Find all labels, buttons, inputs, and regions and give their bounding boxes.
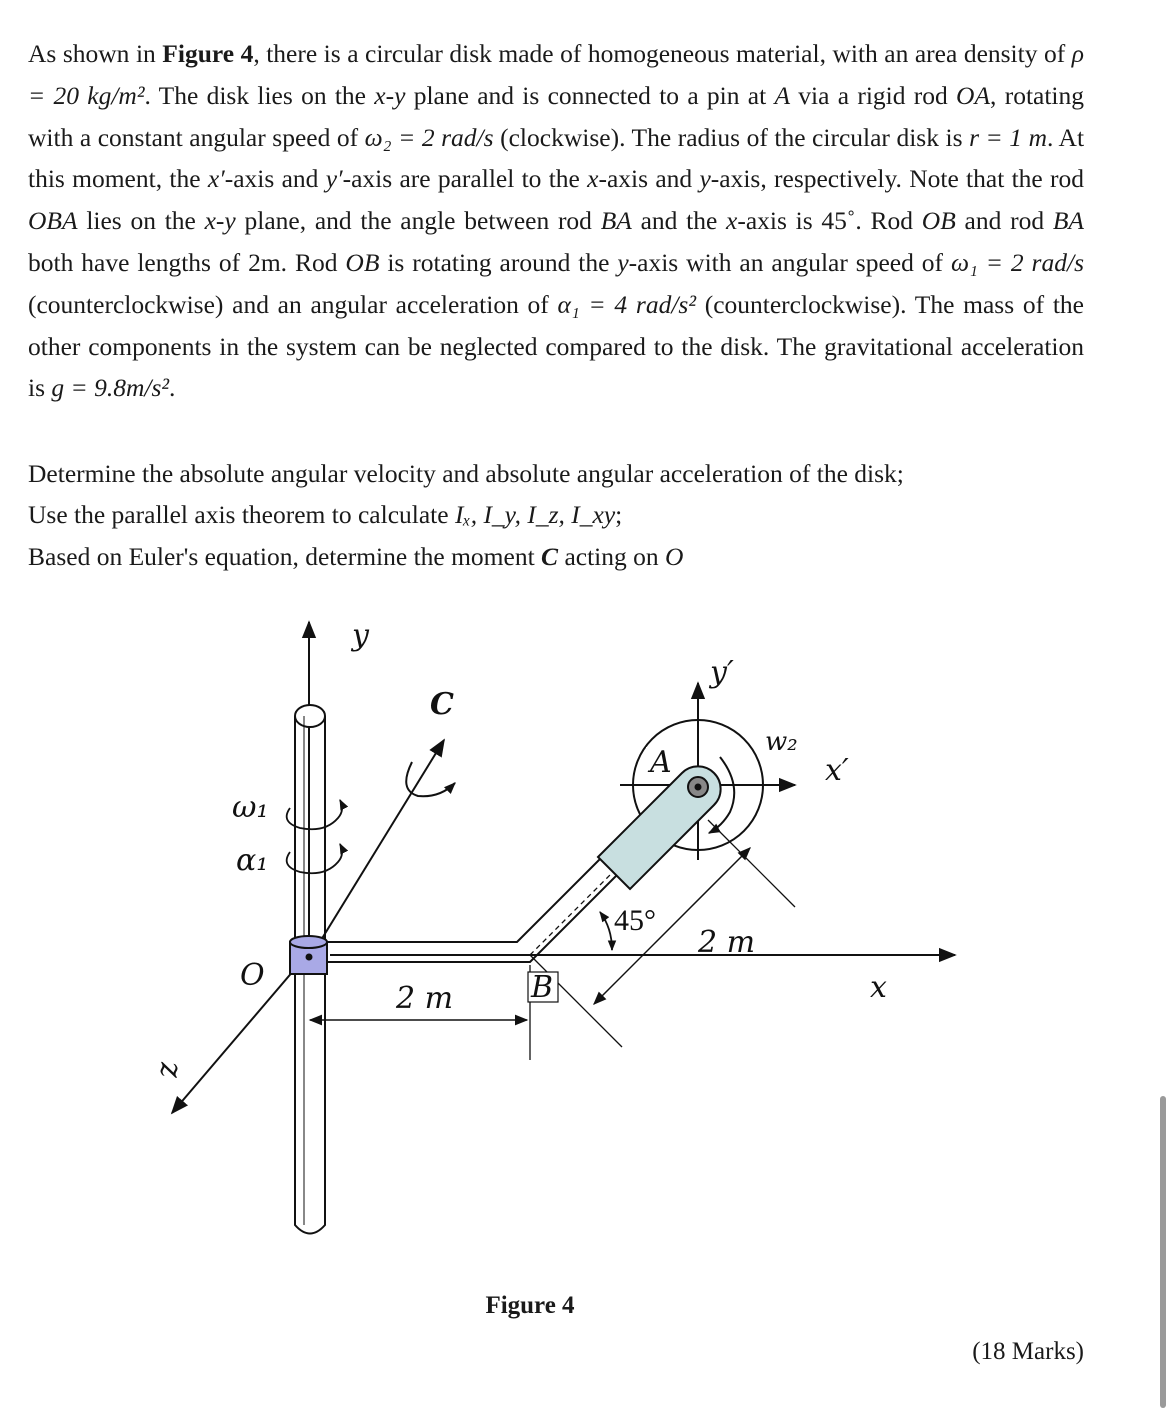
task-1: Determine the absolute angular velocity and absolute angular acceleration of the disk; <box>28 459 904 488</box>
label-o: O <box>240 958 265 993</box>
label-yprime: y′ <box>710 655 734 690</box>
alpha1-value: α₁ = 4 rad/s² <box>557 289 696 319</box>
label-omega1: ω₁ <box>232 790 269 825</box>
label-length-ba: 2 m <box>698 925 756 960</box>
label-c: C <box>430 687 454 722</box>
figure-caption: Figure 4 <box>485 1292 575 1319</box>
z-axis <box>172 963 300 1113</box>
figure-reference: Figure 4 <box>162 39 254 68</box>
label-xprime: x′ <box>825 753 849 788</box>
angle-45-arc <box>600 912 612 950</box>
moment-c-axis <box>318 740 444 945</box>
figure-4-diagram <box>0 600 1170 1290</box>
label-angle-45: 45° <box>614 904 656 937</box>
label-b: B <box>531 970 554 1005</box>
omega2-value: ω₂ = 2 rad/s <box>364 122 494 152</box>
marks-label: (18 Marks) <box>972 1338 1084 1365</box>
label-y: y <box>352 618 369 653</box>
scrollbar[interactable] <box>1160 1096 1166 1408</box>
label-w2: w₂ <box>765 727 798 757</box>
problem-statement: As shown in Figure 4, there is a circular disk made of homogeneous material, with an area density of ρ = 20 kg/m². The disk lies on the x-y plane and is connected to a pin at A via a rigid rod OA, rotating with a constant angular speed of ω₂ = 2 rad/s (clockwise). The radius of the circular disk is r = 1 m. At this moment, the x′-axis and y′-axis are parallel to the x-axis and y-axis, respectively. Note that the rod OBA lies on the x-y plane, and the angle between rod BA and the x-axis is 45˚. Rod OB and rod BA both have lengths of 2m. Rod OB is rotating around the y-axis with an angular speed of ω₁ = 2 rad/s (counterclockwise) and an angular acceleration of α₁ = 4 rad/s² (counterclockwise). The mass of the other components in the system can be neglected compared to the disk. The gravitational acceleration is g = 9.8m/s². <box>28 39 1085 403</box>
omega1-value: ω₁ = 2 rad/s <box>950 247 1084 277</box>
gravity-value: g = 9.8m/s² <box>51 373 170 403</box>
label-length-ob: 2 m <box>396 981 454 1016</box>
label-alpha1: α₁ <box>236 843 269 878</box>
collar-o <box>290 936 327 974</box>
radius-value: r = 1 m <box>969 122 1048 152</box>
task-2: Use the parallel axis theorem to calculate Iₓ, I_y, I_z, I_xy; <box>28 500 623 529</box>
task-3: Based on Euler's equation, determine the moment C acting on O <box>28 542 684 571</box>
rod-oba <box>325 856 624 962</box>
density-value: ρ = 20 kg/m² <box>28 39 1084 110</box>
label-z: z <box>153 1062 188 1078</box>
label-x: x <box>870 970 887 1005</box>
label-a: A <box>650 745 672 780</box>
